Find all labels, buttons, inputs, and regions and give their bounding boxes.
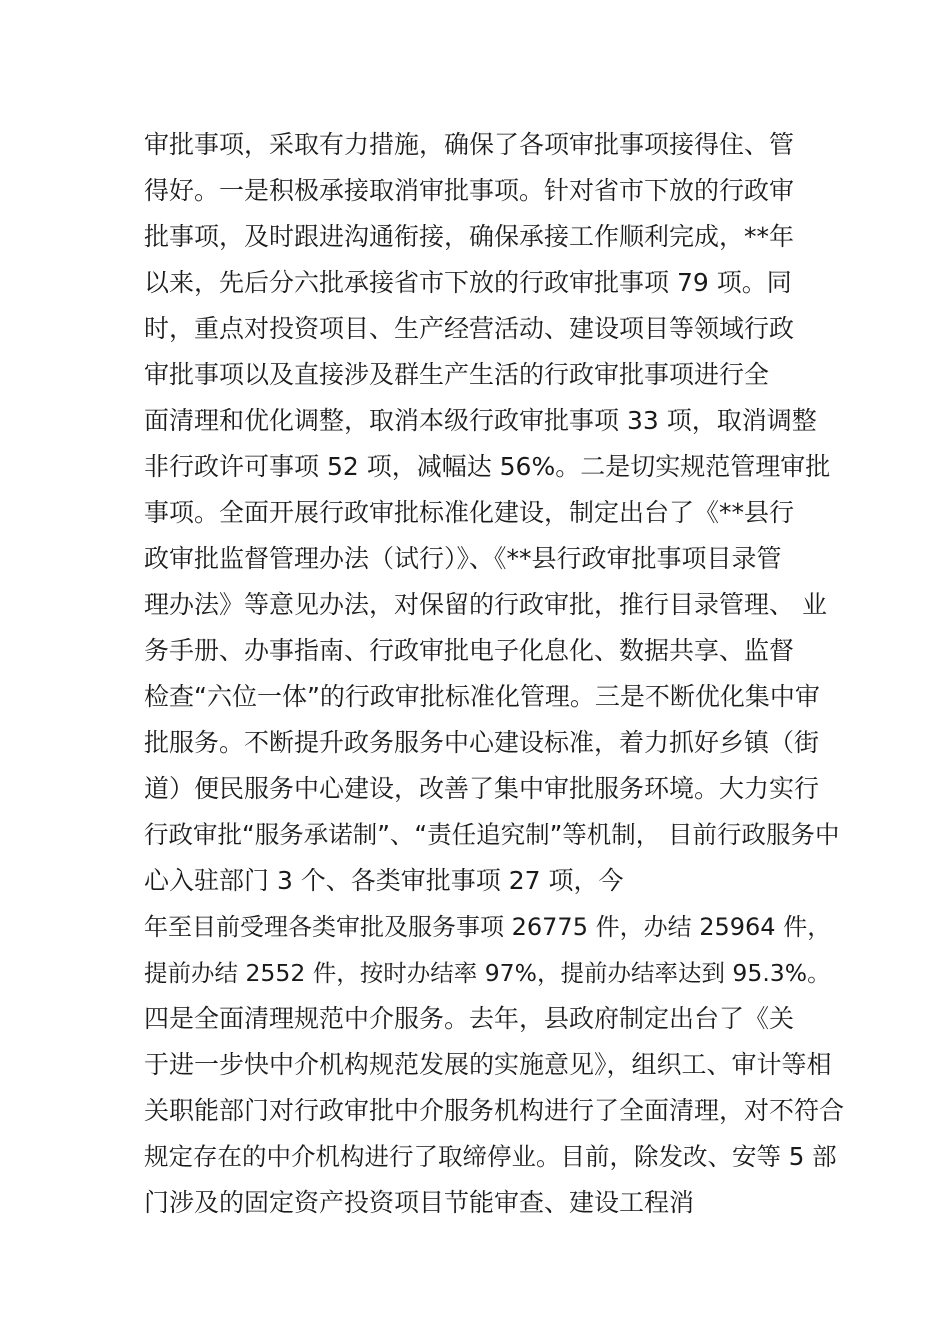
text-line: 面清理和优化调整，取消本级行政审批事项 33 项，取消调整 (144, 406, 817, 435)
text-line: 于进一步快中介机构规范发展的实施意见》，组织工、审计等相 (144, 1050, 832, 1079)
text-line: 批服务。不断提升政务服务中心建设标准，着力抓好乡镇（街 (144, 728, 820, 757)
text-line: 规定存在的中介机构进行了取缔停业。目前，除发改、安等 5 部 (144, 1142, 837, 1171)
text-line: 四是全面清理规范中介服务。去年，县政府制定出台了《关 (144, 1004, 795, 1033)
text-line: 关职能部门对行政审批中介服务机构进行了全面清理，对不符合 (144, 1096, 845, 1125)
text-line: 事项。全面开展行政审批标准化建设，制定出台了《**县行 (144, 498, 795, 527)
text-line: 门涉及的固定资产投资项目节能审查、建设工程消 (144, 1188, 695, 1217)
text-line: 年至目前受理各类审批及服务事项 26775 件，办结 25964 件， (144, 913, 832, 941)
text-line: 以来，先后分六批承接省市下放的行政审批事项 79 项。同 (144, 268, 792, 297)
text-line: 审批事项以及直接涉及群生产生活的行政审批事项进行全 (144, 360, 770, 389)
text-line: 检查“六位一体”的行政审批标准化管理。三是不断优化集中审 (144, 682, 820, 711)
text-line: 政审批监督管理办法（试行）》、《**县行政审批事项目录管 (144, 544, 782, 573)
text-line: 时，重点对投资项目、生产经营活动、建设项目等领域行政 (144, 314, 795, 343)
body-text (144, 122, 844, 1226)
text-line: 批事项，及时跟进沟通衔接，确保承接工作顺利完成，**年 (144, 222, 795, 251)
text-line: 非行政许可事项 52 项，减幅达 56%。二是切实规范管理审批 (144, 452, 831, 481)
text-line: 道）便民服务中心建设，改善了集中审批服务环境。大力实行 (144, 774, 820, 803)
text-line: 理办法》等意见办法，对保留的行政审批，推行目录管理、 业 (144, 590, 827, 619)
text-line: 行政审批“服务承诺制”、“责任追究制”等机制， 目前行政服务中 (144, 820, 840, 849)
text-line: 得好。一是积极承接取消审批事项。针对省市下放的行政审 (144, 176, 795, 205)
text-line: 务手册、办事指南、行政审批电子化息化、数据共享、监督 (144, 636, 795, 665)
text-line: 审批事项，采取有力措施，确保了各项审批事项接得住、管 (144, 130, 795, 159)
text-line: 心入驻部门 3 个、各类审批事项 27 项，今 (144, 866, 624, 895)
text-line: 提前办结 2552 件，按时办结率 97%，提前办结率达到 95.3%。 (144, 959, 831, 987)
